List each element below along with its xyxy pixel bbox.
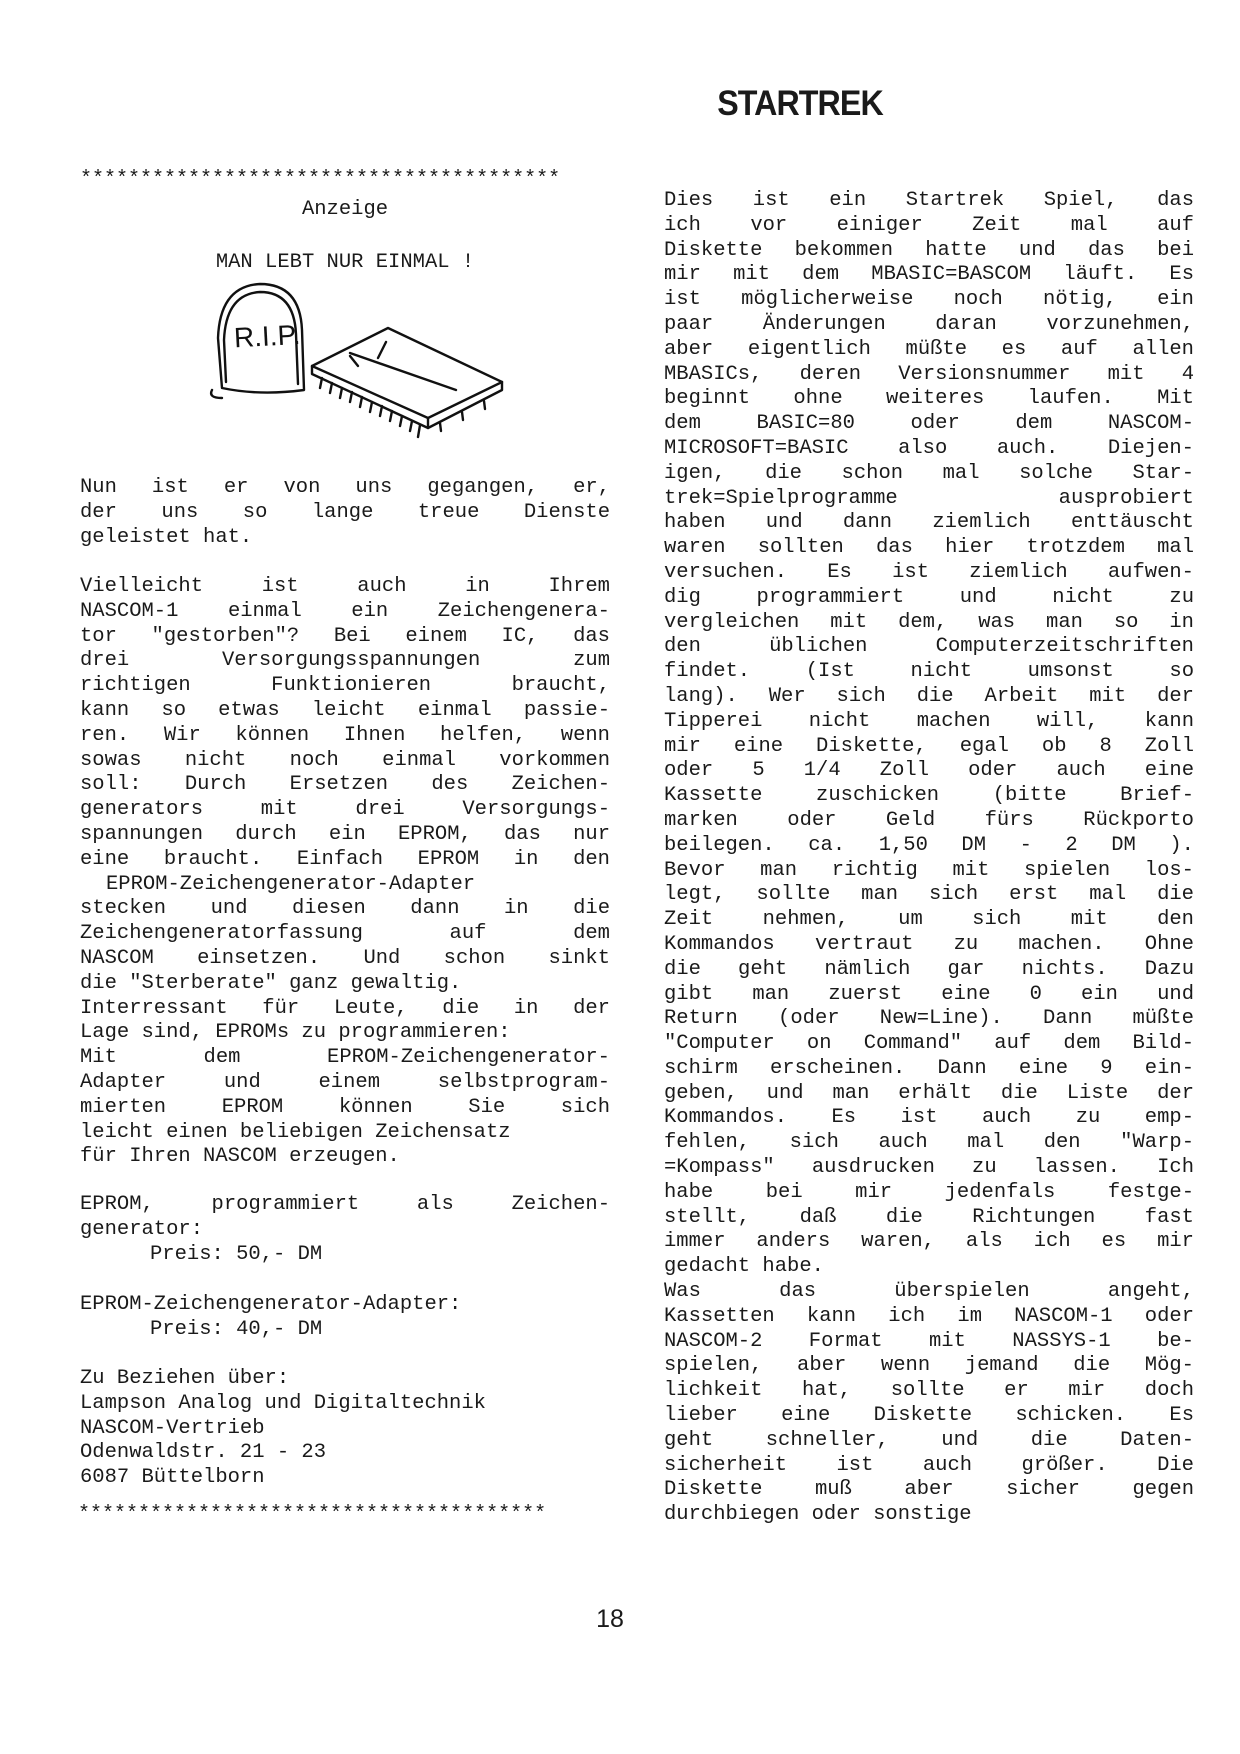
text-line: die geht nämlich gar nichts. Dazu [664,957,1194,981]
text-line: Kassette zuschicken (bitte Brief- [664,784,1194,808]
text-line: sowas nicht noch einmal vorkommen [80,748,610,772]
text-line: Zu Beziehen über: [80,1367,290,1390]
text-line: Bevor man richtig mit spielen los- [664,858,1194,882]
text-line: den üblichen Computerzeitschriften [664,635,1194,659]
text-line: spielen, aber wenn jemand die Mög- [664,1354,1194,1378]
text-line: lieber eine Diskette schicken. Es [664,1404,1194,1428]
text-line: Kassetten kann ich im NASCOM-1 oder [664,1304,1194,1328]
text-line: Lampson Analog und Digitaltechnik [80,1391,486,1415]
text-line: Dies ist ein Startrek Spiel, das [664,189,1194,212]
text-line: ist möglicherweise noch nötig, ein [664,288,1194,312]
text-line: richtigen Funktionieren braucht, [80,674,610,698]
tombstone-text: R.I.P. [233,318,302,354]
text-line: Lage sind, EPROMs zu programmieren: [80,1021,511,1045]
text-line: ren. Wir können Ihnen helfen, wenn [80,723,610,747]
text-line: Kommandos. Es ist auch zu emp- [664,1106,1194,1130]
text-line: EPROM-Zeichengenerator-Adapter [106,872,476,896]
text-line: Adapter und einem selbstprogram- [80,1070,610,1094]
text-line: schirm erscheinen. Dann eine 9 ein- [664,1056,1194,1080]
text-line: lang). Wer sich die Arbeit mit der [664,684,1194,708]
ad-border-bottom: *************************************** [78,1503,547,1526]
text-line: gedacht habe. [664,1255,824,1279]
text-line: durchbiegen oder sonstige [664,1503,972,1527]
page-title: STARTREK [717,84,883,123]
text-line: Zeichengeneratorfassung auf dem [80,922,610,946]
rip-illustration [200,278,540,468]
text-line: marken oder Geld fürs Rückporto [664,808,1194,832]
text-line: gibt man zuerst eine 0 ein und [664,982,1194,1006]
text-line: Zeit nehmen, um sich mit den [664,908,1194,932]
ad-address [80,1367,610,1491]
ad-heading: Anzeige [301,198,389,221]
text-line: ich vor einiger Zeit mal auf [664,213,1194,237]
text-line: stecken und diesen dann in die [80,897,610,921]
text-line: trek=Spielprogramme ausprobiert [664,486,1194,510]
text-line: NASCOM-1 einmal ein Zeichengenera- [80,599,610,623]
text-line: igen, die schon mal solche Star- [664,461,1194,485]
text-line: kann so etwas leicht einmal passie- [80,698,610,722]
text-line: geben, und man erhält die Liste der [664,1081,1194,1105]
text-line: Tipperei nicht machen will, kann [664,709,1194,733]
product-1-price: Preis: 50,- DM [150,1242,323,1266]
text-line: tor "gestorben"? Bei einem IC, das [80,624,610,648]
text-line: Diskette muß aber sicher gegen [664,1478,1194,1502]
text-line: paar Änderungen daran vorzunehmen, [664,312,1194,336]
text-line: mierten EPROM können Sie sich [80,1095,610,1119]
text-line: lichkeit hat, sollte er mir doch [664,1379,1194,1403]
text-line: geht schneller, und die Daten- [664,1428,1194,1452]
text-line: Vielleicht ist auch in Ihrem [80,575,610,598]
text-line: legt, sollte man sich erst mal die [664,883,1194,907]
text-line: Return (oder New=Line). Dann müßte [664,1007,1194,1031]
text-line: MICROSOFT=BASIC also auch. Diejen- [664,436,1194,460]
text-line: Mit dem EPROM-Zeichengenerator- [80,1046,610,1070]
text-line: oder 5 1/4 Zoll oder auch eine [664,759,1194,783]
text-line: Nun ist er von uns gegangen, er, [80,476,610,499]
text-line: habe bei mir jedenfals festge- [664,1180,1194,1204]
ad-paragraph-1 [80,476,610,550]
text-line: mir eine Diskette, egal ob 8 Zoll [664,734,1194,758]
chip-icon [312,328,502,437]
text-line: dem BASIC=80 oder dem NASCOM- [664,412,1194,436]
text-line: NASCOM einsetzen. Und schon sinkt [80,946,610,970]
text-line: Odenwaldstr. 21 - 23 [80,1441,327,1465]
text-line: Interressant für Leute, die in der [80,996,610,1020]
text-line: beginnt ohne weiteres laufen. Mit [664,387,1194,411]
text-line: eine braucht. Einfach EPROM in den [80,847,610,871]
text-line: Kommandos vertraut zu machen. Ohne [664,932,1194,956]
ad-border-top: **************************************** [80,168,561,191]
text-line: stellt, daß die Richtungen fast [664,1205,1194,1229]
text-line: leicht einen beliebigen Zeichensatz [80,1120,511,1144]
product-2-price: Preis: 40,- DM [150,1317,323,1341]
ad-paragraph-2 [80,575,610,1170]
text-line: spannungen durch ein EPROM, das nur [80,822,610,846]
text-line: generators mit drei Versorgungs- [80,798,610,822]
ad-product-1 [80,1193,610,1267]
page-number: 18 [596,1605,624,1633]
ad-tagline: MAN LEBT NUR EINMAL ! [215,251,475,274]
text-line: MBASICs, deren Versionsnummer mit 4 [664,362,1194,386]
article-body [664,189,1194,1528]
text-line: der uns so lange treue Dienste [80,500,610,524]
text-line: NASCOM-Vertrieb [80,1416,265,1440]
text-line: soll: Durch Ersetzen des Zeichen- [80,773,610,797]
text-line: haben und dann ziemlich enttäuscht [664,511,1194,535]
text-line: drei Versorgungsspannungen zum [80,649,610,673]
text-line: die "Sterberate" ganz gewaltig. [80,971,462,995]
text-line: dig programmiert und nicht zu [664,585,1194,609]
text-line: mir mit dem MBASIC=BASCOM läuft. Es [664,263,1194,287]
product-2-line: EPROM-Zeichengenerator-Adapter: [80,1293,462,1316]
tombstone-icon [211,284,304,398]
text-line: Was das überspielen angeht, [664,1280,1194,1304]
text-line: fehlen, sich auch mal den "Warp- [664,1131,1194,1155]
text-line: findet. (Ist nicht umsonst so [664,660,1194,684]
text-line: Diskette bekommen hatte und das bei [664,238,1194,262]
text-line: 6087 Büttelborn [80,1466,265,1490]
text-line: =Kompass" ausdrucken zu lassen. Ich [664,1156,1194,1180]
text-line: "Computer on Command" auf dem Bild- [664,1032,1194,1056]
text-line: vergleichen mit dem, was man so in [664,610,1194,634]
ad-product-2 [80,1293,610,1343]
product-1-line: EPROM, programmiert als Zeichen- [80,1193,610,1216]
text-line: NASCOM-2 Format mit NASSYS-1 be- [664,1329,1194,1353]
text-line: geleistet hat. [80,525,253,549]
text-line: versuchen. Es ist ziemlich aufwen- [664,560,1194,584]
product-1-line: generator: [80,1217,204,1241]
text-line: für Ihren NASCOM erzeugen. [80,1145,400,1169]
text-line: beilegen. ca. 1,50 DM - 2 DM ). [664,833,1194,857]
text-line: waren sollten das hier trotzdem mal [664,536,1194,560]
text-line: sicherheit ist auch größer. Die [664,1453,1194,1477]
text-line: aber eigentlich müßte es auf allen [664,337,1194,361]
text-line: immer anders waren, als ich es mir [664,1230,1194,1254]
